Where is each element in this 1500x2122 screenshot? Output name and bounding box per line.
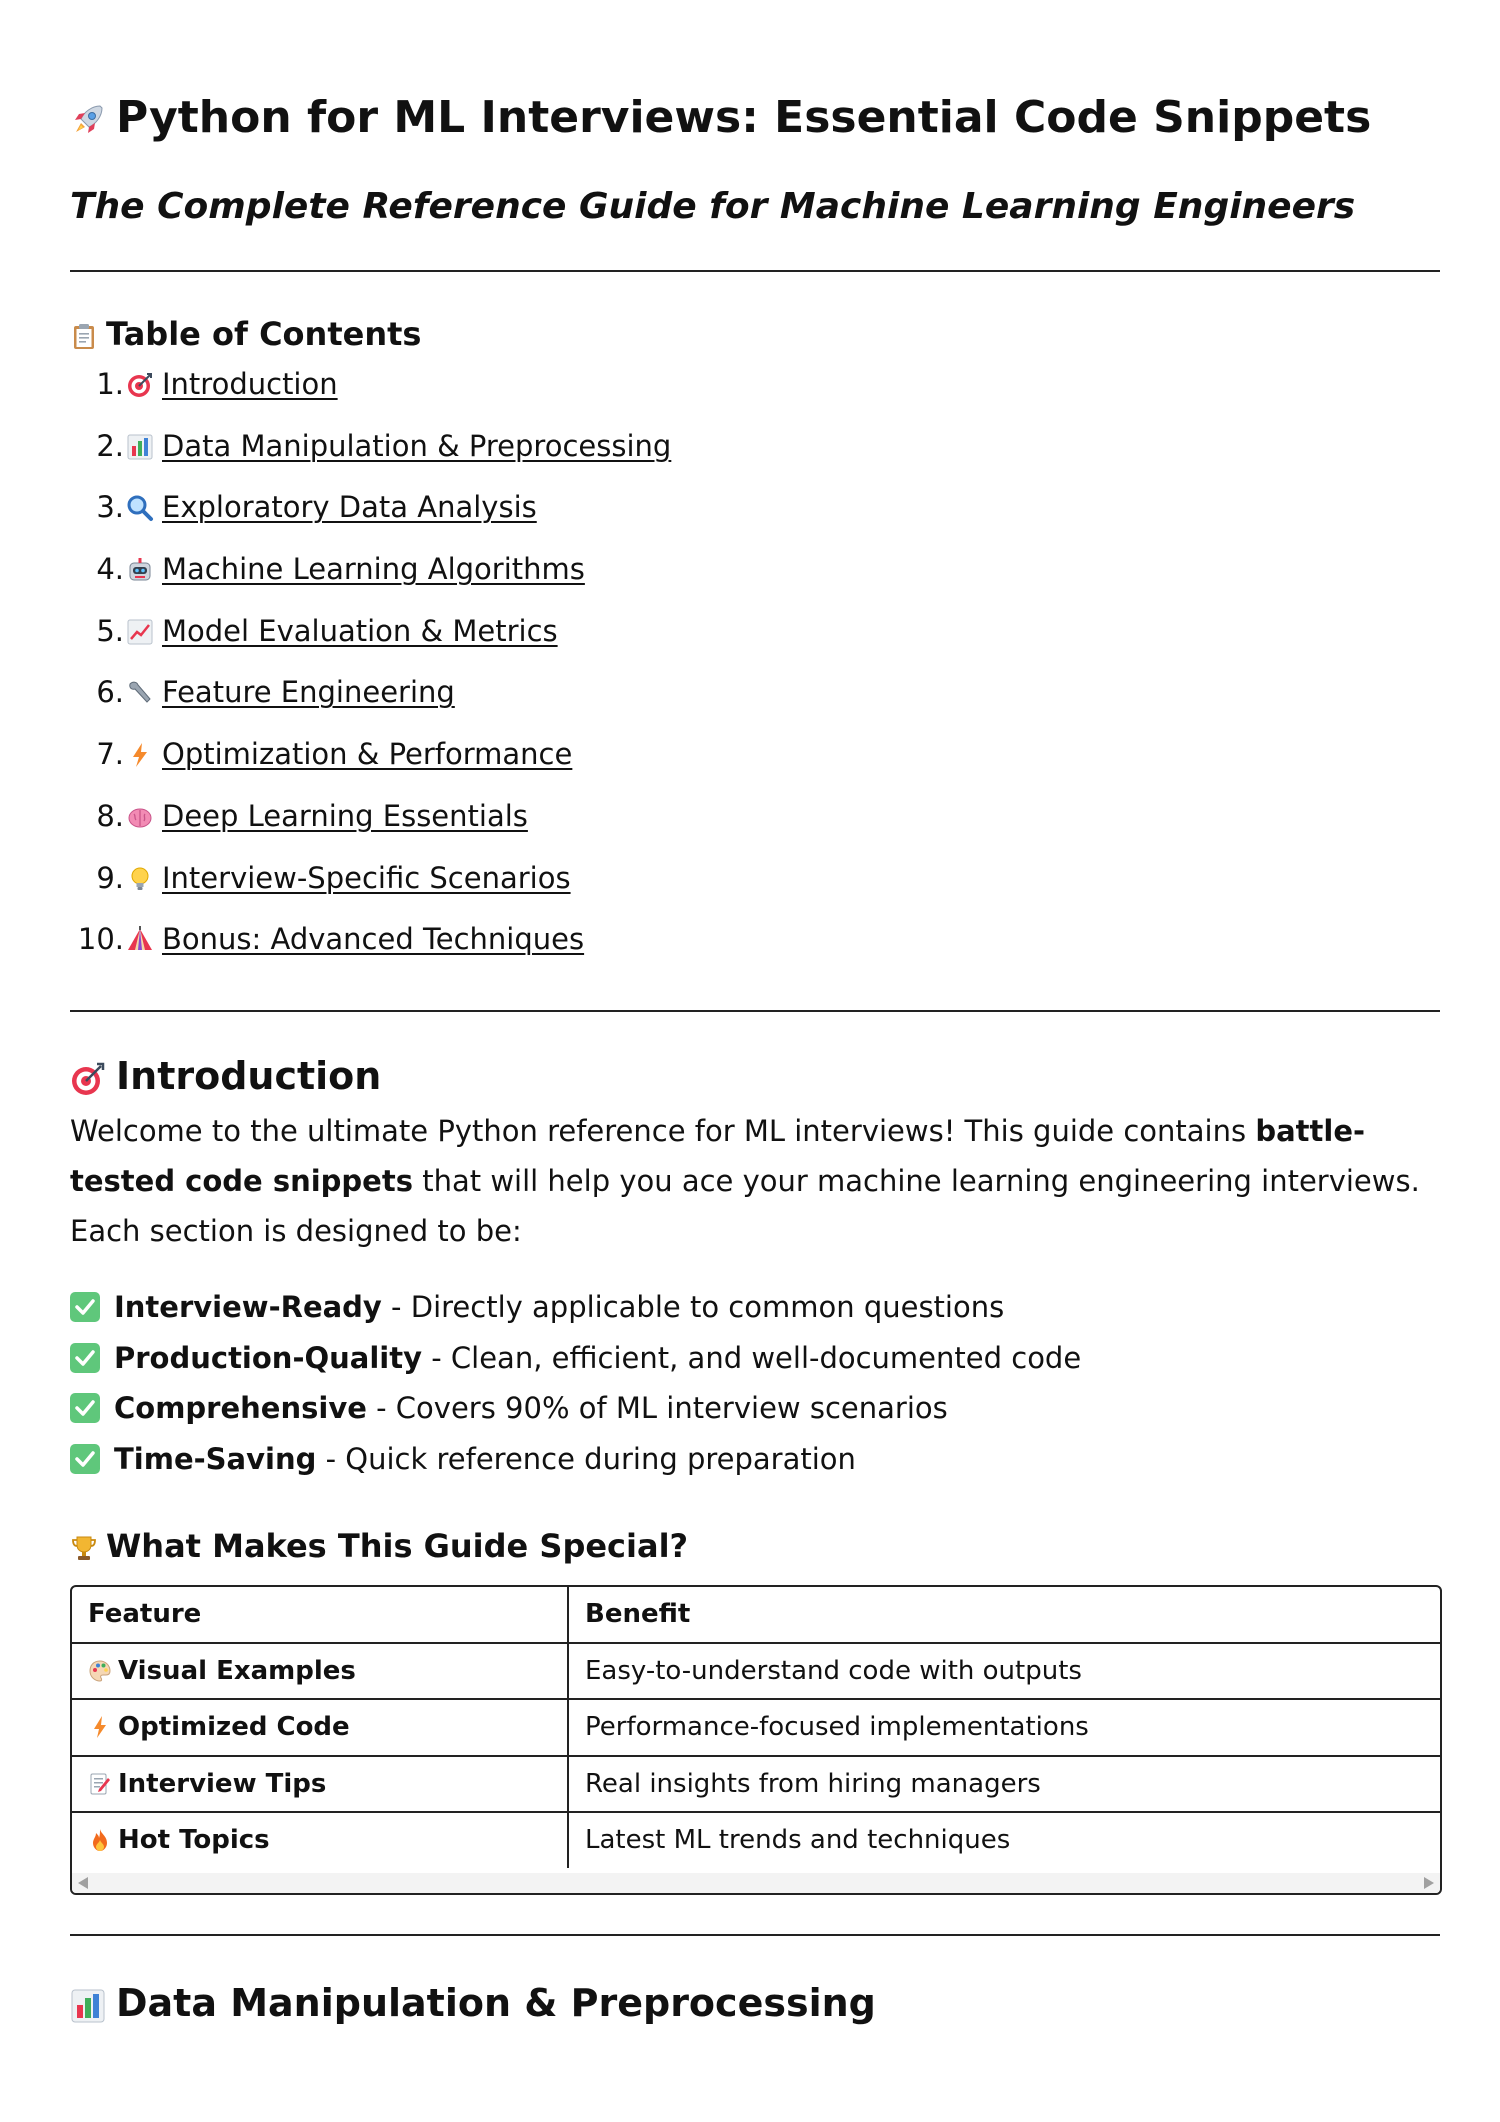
toc-link-deep-learning[interactable]	[126, 799, 528, 833]
intro-text: that will help you ace your machine learning engineering interviews. Each section is designed to be:	[70, 1164, 1420, 1248]
checklist-item-text: - Directly applicable to common questions	[381, 1290, 1005, 1324]
features-table-grid	[72, 1587, 1440, 1868]
trophy-icon	[70, 1534, 98, 1562]
benefit-cell: Performance-focused implementations	[568, 1699, 1440, 1756]
toc-item-optimization	[70, 732, 671, 794]
page-title-text: Python for ML Interviews: Essential Code Snippets	[116, 92, 1372, 143]
toc-link-feature-engineering[interactable]	[126, 675, 455, 709]
toc-number: 8.	[96, 798, 124, 833]
toc-item-feature-engineering	[70, 670, 671, 732]
divider	[70, 1010, 1440, 1012]
checklist-item-title: Interview-Ready	[114, 1290, 382, 1324]
toc-number: 7.	[96, 737, 124, 772]
toc-link-label: Deep Learning Essentials	[162, 798, 528, 833]
scroll-left-arrow-icon[interactable]	[78, 1877, 88, 1889]
feature-cell	[72, 1812, 568, 1868]
palette-icon	[88, 1659, 112, 1683]
features-table	[70, 1585, 1442, 1895]
checklist-item-title: Time-Saving	[114, 1441, 317, 1476]
robot-icon	[126, 556, 154, 584]
toc-link-eda[interactable]	[126, 490, 537, 524]
checklist-item	[70, 1284, 1081, 1335]
toc-link-label: Model Evaluation & Metrics	[162, 613, 558, 648]
special-heading-text: What Makes This Guide Special?	[106, 1527, 689, 1565]
page-subtitle: The Complete Reference Guide for Machine Learning Engineers	[70, 186, 1356, 227]
check-mark-icon	[70, 1393, 100, 1423]
benefit-cell: Real insights from hiring managers	[568, 1756, 1440, 1813]
toc-item-eda	[70, 485, 671, 547]
feature-cell	[72, 1699, 568, 1756]
toc-link-label: Optimization & Performance	[162, 737, 573, 772]
table-row	[72, 1643, 1440, 1700]
introduction-heading	[70, 1050, 381, 1102]
toc-number: 10.	[77, 922, 124, 957]
toc-item-introduction	[70, 362, 671, 424]
toc-item-interview-scenarios	[70, 856, 671, 918]
toc-link-label: Exploratory Data Analysis	[162, 490, 537, 525]
wrench-icon	[126, 679, 154, 707]
feature-checklist	[70, 1284, 1081, 1486]
divider	[70, 270, 1440, 272]
benefit-cell: Latest ML trends and techniques	[585, 1825, 1011, 1856]
toc-link-interview-scenarios[interactable]	[126, 861, 571, 895]
brain-icon	[126, 803, 154, 831]
toc-item-ml-algorithms	[70, 547, 671, 609]
table-of-contents	[70, 362, 671, 979]
toc-link-label: Machine Learning Algorithms	[162, 552, 585, 587]
table-row	[72, 1699, 1440, 1756]
toc-number: 6.	[96, 675, 124, 710]
checklist-item-text: - Covers 90% of ML interview scenarios	[366, 1391, 948, 1425]
toc-link-label: Data Manipulation & Preprocessing	[162, 428, 672, 463]
toc-number: 4.	[96, 552, 124, 587]
toc-heading	[70, 312, 421, 356]
feature-label: Interview Tips	[118, 1768, 327, 1799]
feature-label: Optimized Code	[118, 1712, 350, 1743]
toc-heading-text: Table of Contents	[106, 315, 422, 353]
magnifier-icon	[126, 494, 154, 522]
toc-link-introduction[interactable]	[126, 367, 338, 401]
toc-item-model-evaluation	[70, 609, 671, 671]
lightning-icon	[126, 741, 154, 769]
toc-link-label: Bonus: Advanced Techniques	[162, 922, 585, 957]
toc-link-model-evaluation[interactable]	[126, 614, 558, 648]
toc-number: 5.	[96, 613, 124, 648]
data-manipulation-heading-text: Data Manipulation & Preprocessing	[116, 1981, 876, 2025]
feature-label: Visual Examples	[118, 1655, 356, 1686]
table-header-row	[72, 1587, 1440, 1643]
fire-icon	[88, 1828, 112, 1852]
trend-chart-icon	[126, 618, 154, 646]
checklist-item-text: - Clean, efficient, and well-documented code	[422, 1340, 1082, 1375]
toc-link-advanced[interactable]	[126, 922, 584, 956]
rocket-icon	[70, 102, 106, 138]
table-row	[72, 1812, 1440, 1868]
feature-cell	[72, 1756, 568, 1813]
bar-chart-icon	[126, 433, 154, 461]
column-header-feature: Feature	[72, 1587, 568, 1643]
benefit-cell: Easy-to-understand code with outputs	[568, 1643, 1440, 1700]
target-icon	[70, 1061, 106, 1097]
checklist-item	[70, 1335, 1081, 1386]
memo-icon	[88, 1772, 112, 1796]
toc-link-label: Interview-Specific Scenarios	[162, 860, 571, 895]
introduction-heading-text: Introduction	[116, 1054, 382, 1098]
scroll-right-arrow-icon[interactable]	[1424, 1877, 1434, 1889]
page-title	[70, 88, 1371, 148]
toc-number: 1.	[96, 367, 124, 401]
column-header-benefit: Benefit	[568, 1587, 1440, 1643]
checklist-item-title: Comprehensive	[114, 1391, 367, 1425]
special-heading	[70, 1524, 688, 1568]
checklist-item	[70, 1436, 1081, 1487]
toc-item-advanced	[70, 917, 671, 979]
table-row	[72, 1756, 1440, 1813]
toc-item-deep-learning	[70, 794, 671, 856]
feature-label: Hot Topics	[118, 1825, 270, 1856]
circus-tent-icon	[126, 926, 154, 954]
data-manipulation-heading	[70, 1977, 876, 2029]
horizontal-scrollbar[interactable]	[72, 1873, 1440, 1893]
target-icon	[126, 371, 154, 399]
divider	[70, 1934, 1440, 1936]
check-mark-icon	[70, 1444, 100, 1474]
intro-text: Welcome to the ultimate Python reference for ML interviews! This guide contains	[70, 1114, 1256, 1148]
checklist-item-title: Production-Quality	[114, 1340, 422, 1375]
toc-number: 2.	[96, 428, 124, 463]
bar-chart-icon	[70, 1988, 106, 2024]
toc-link-ml-algorithms[interactable]	[126, 552, 585, 586]
toc-link-label: Introduction	[162, 367, 338, 401]
lightbulb-icon	[126, 865, 154, 893]
toc-number: 9.	[96, 860, 124, 895]
toc-link-data-manipulation[interactable]	[126, 429, 671, 463]
toc-item-data-manipulation	[70, 424, 671, 486]
checklist-item-text: - Quick reference during preparation	[316, 1441, 856, 1476]
check-mark-icon	[70, 1292, 100, 1322]
toc-link-label: Feature Engineering	[162, 675, 455, 710]
feature-cell	[72, 1643, 568, 1700]
intro-bold-text: battle-tested code snippets	[70, 1114, 1366, 1198]
introduction-paragraph	[70, 1106, 1440, 1256]
checklist-item	[70, 1385, 1081, 1436]
lightning-icon	[88, 1715, 112, 1739]
toc-link-optimization[interactable]	[126, 737, 572, 771]
check-mark-icon	[70, 1343, 100, 1373]
toc-number: 3.	[96, 490, 124, 525]
clipboard-icon	[70, 322, 98, 350]
